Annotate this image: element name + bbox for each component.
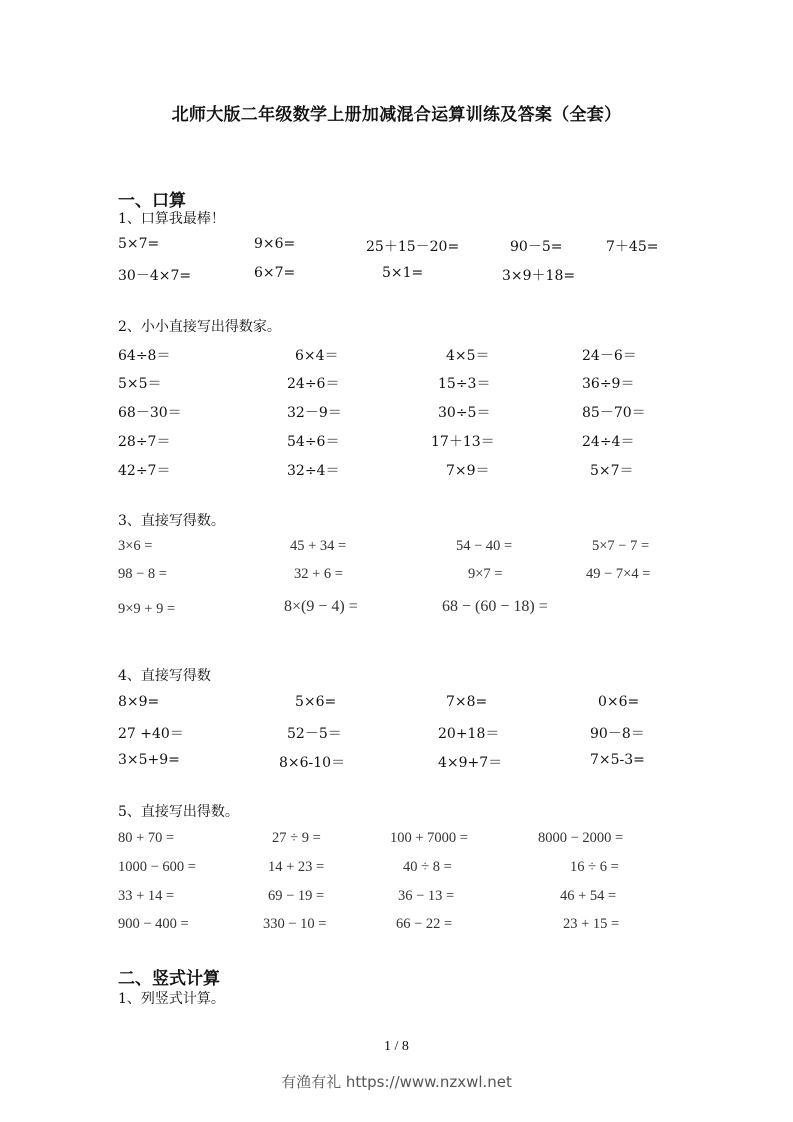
equation: 27 +40＝ bbox=[118, 726, 184, 742]
document-title: 北师大版二年级数学上册加减混合运算训练及答案（全套） bbox=[171, 105, 622, 125]
equation: 14 + 23 = bbox=[268, 859, 325, 875]
equation: 5×6= bbox=[295, 694, 337, 710]
equation: 6×7= bbox=[254, 265, 296, 281]
equation: 42÷7＝ bbox=[118, 463, 171, 479]
footer-watermark: 有渔有礼 https://www.nzxwl.net bbox=[281, 1073, 512, 1091]
equation: 1000 − 600 = bbox=[118, 859, 196, 875]
equation: 24－6＝ bbox=[582, 348, 637, 364]
section-heading-vertical-calculation: 二、竖式计算 bbox=[118, 969, 220, 989]
equation: 0×6= bbox=[598, 694, 640, 710]
equation: 23 + 15 = bbox=[563, 916, 620, 932]
equation: 16 ÷ 6 = bbox=[570, 859, 619, 875]
equation: 54 − 40 = bbox=[456, 538, 513, 554]
equation: 4×5＝ bbox=[446, 348, 490, 364]
equation: 330 − 10 = bbox=[263, 916, 327, 932]
section-heading-oral-calculation: 一、口算 bbox=[118, 191, 186, 211]
equation: 100 + 7000 = bbox=[390, 830, 468, 846]
equation: 5×7= bbox=[118, 236, 160, 252]
equation: 85－70＝ bbox=[582, 405, 646, 421]
equation: 30－4×7= bbox=[118, 268, 192, 284]
equation: 7×5-3= bbox=[590, 752, 645, 768]
equation: 15÷3＝ bbox=[438, 376, 491, 392]
question-4-label: 4、直接写得数 bbox=[118, 668, 211, 684]
equation: 5×1= bbox=[382, 265, 424, 281]
question-2-label: 2、小小直接写出得数家。 bbox=[118, 319, 281, 335]
equation: 3×9＋18= bbox=[502, 268, 576, 284]
equation: 24÷4＝ bbox=[582, 434, 635, 450]
equation: 3×6 = bbox=[118, 538, 153, 554]
equation: 8000 − 2000 = bbox=[538, 830, 624, 846]
equation: 27 ÷ 9 = bbox=[272, 830, 321, 846]
equation: 9×7 = bbox=[468, 566, 503, 582]
equation: 54÷6＝ bbox=[287, 434, 340, 450]
equation: 69 − 19 = bbox=[268, 888, 325, 904]
equation: 52－5＝ bbox=[287, 726, 342, 742]
equation: 9×6= bbox=[254, 236, 296, 252]
equation: 8×(9 − 4) = bbox=[284, 598, 358, 615]
equation: 17＋13＝ bbox=[431, 434, 495, 450]
equation: 32 + 6 = bbox=[294, 566, 343, 582]
equation: 68－30＝ bbox=[118, 405, 182, 421]
equation: 36÷9＝ bbox=[582, 376, 635, 392]
equation: 36 − 13 = bbox=[398, 888, 455, 904]
equation: 30÷5＝ bbox=[438, 405, 491, 421]
equation: 5×7＝ bbox=[590, 463, 634, 479]
equation: 25＋15－20= bbox=[366, 239, 460, 255]
equation: 7×9＝ bbox=[446, 463, 490, 479]
equation: 4×9+7＝ bbox=[438, 755, 503, 771]
equation: 8×9= bbox=[118, 694, 160, 710]
question-1-label: 1、列竖式计算。 bbox=[118, 991, 225, 1007]
equation: 7＋45= bbox=[606, 239, 659, 255]
equation: 68 − (60 − 18) = bbox=[442, 598, 548, 615]
equation: 9×9 + 9 = bbox=[118, 601, 176, 617]
equation: 90－5= bbox=[510, 239, 563, 255]
equation: 45 + 34 = bbox=[290, 538, 347, 554]
equation: 80 + 70 = bbox=[118, 830, 175, 846]
equation: 33 + 14 = bbox=[118, 888, 175, 904]
equation: 20+18＝ bbox=[438, 726, 500, 742]
equation: 5×7 − 7 = bbox=[592, 538, 650, 554]
equation: 46 + 54 = bbox=[560, 888, 617, 904]
question-1-label: 1、口算我最棒！ bbox=[118, 211, 225, 227]
equation: 3×5+9= bbox=[118, 752, 180, 768]
question-5-label: 5、直接写出得数。 bbox=[118, 804, 239, 820]
equation: 90－8＝ bbox=[590, 726, 645, 742]
equation: 32÷4＝ bbox=[287, 463, 340, 479]
equation: 8×6-10＝ bbox=[279, 755, 346, 771]
equation: 900 − 400 = bbox=[118, 916, 189, 932]
equation: 40 ÷ 8 = bbox=[403, 859, 452, 875]
equation: 7×8= bbox=[446, 694, 488, 710]
equation: 32－9＝ bbox=[287, 405, 342, 421]
equation: 28÷7＝ bbox=[118, 434, 171, 450]
equation: 24÷6＝ bbox=[287, 376, 340, 392]
page-number: 1 / 8 bbox=[384, 1039, 409, 1054]
equation: 98 − 8 = bbox=[118, 566, 167, 582]
equation: 5×5＝ bbox=[118, 376, 162, 392]
question-3-label: 3、直接写得数。 bbox=[118, 513, 225, 529]
equation: 66 − 22 = bbox=[396, 916, 453, 932]
equation: 64÷8＝ bbox=[118, 348, 171, 364]
equation: 6×4＝ bbox=[295, 348, 339, 364]
equation: 49 − 7×4 = bbox=[586, 566, 651, 582]
